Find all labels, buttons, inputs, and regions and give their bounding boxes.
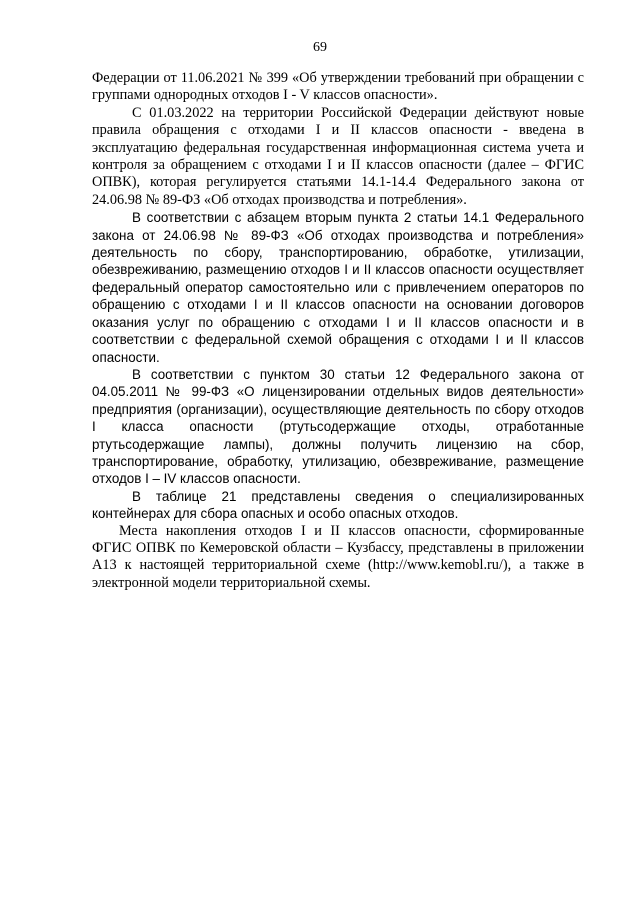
paragraph-licensing: В соответствии с пунктом 30 статьи 12 Федерального закона от 04.05.2011 № 99-ФЗ «О лицензировании отдельных видов деятельности» предприятия (организации), осуществляющие деятельность по сбору отходов I класса опасности (ртутьсодержащие отходы, отработанные ртутьсодержащие лампы), должны получить лицензию на сбор, транспортирование, обработку, утилизацию, обезвреживание, размещение отходов I – IV классов опасности. [92,366,584,487]
page-number: 69 [313,40,327,55]
paragraph-table-21: В таблице 21 представлены сведения о специализированных контейнерах для сбора опасных и особо опасных отходов. [92,488,584,522]
paragraph-federal-operator: В соответствии с абзацем вторым пункта 2 статьи 14.1 Федерального закона от 24.06.98 № 89-ФЗ «Об отходах производства и потребления» деятельность по сбору, транспортированию, обработке, утилизации, обезвреживанию, размещению отходов I и II классов опасности осуществляет федеральный оператор самостоятельно или с привлечением операторов по обращению с отходами I и II классов опасности на основании договоров оказания услуг по обращению с отходами I и II классов опасности и в соответствии с федеральной схемой обращения с отходами I и II классов опасности. [92,210,584,365]
paragraph-accumulation-sites: Места накопления отходов I и II классов опасности, сформированные ФГИС ОПВК по Кемеровской области – Кузбассу, представлены в приложении А13 к настоящей территориальной схеме (http://www.kemobl.ru/), а также в электронной модели территориальной схемы. [92,522,584,591]
document-body [92,70,584,592]
paragraph-fgis-opvk: С 01.03.2022 на территории Российской Федерации действуют новые правила обращения с отходами I и II классов опасности - введена в эксплуатацию федеральная государственная информационная система учета и контроля за обращением с отходами I и II классов опасности (далее – ФГИС ОПВК), которая регулируется статьями 14.1-14.4 Федерального закона от 24.06.98 № 89-ФЗ «Об отходах производства и потребления». [92,104,584,208]
paragraph-continuation: Федерации от 11.06.2021 № 399 «Об утверждении требований при обращении с группами однородных отходов I - V классов опасности». [92,70,584,104]
